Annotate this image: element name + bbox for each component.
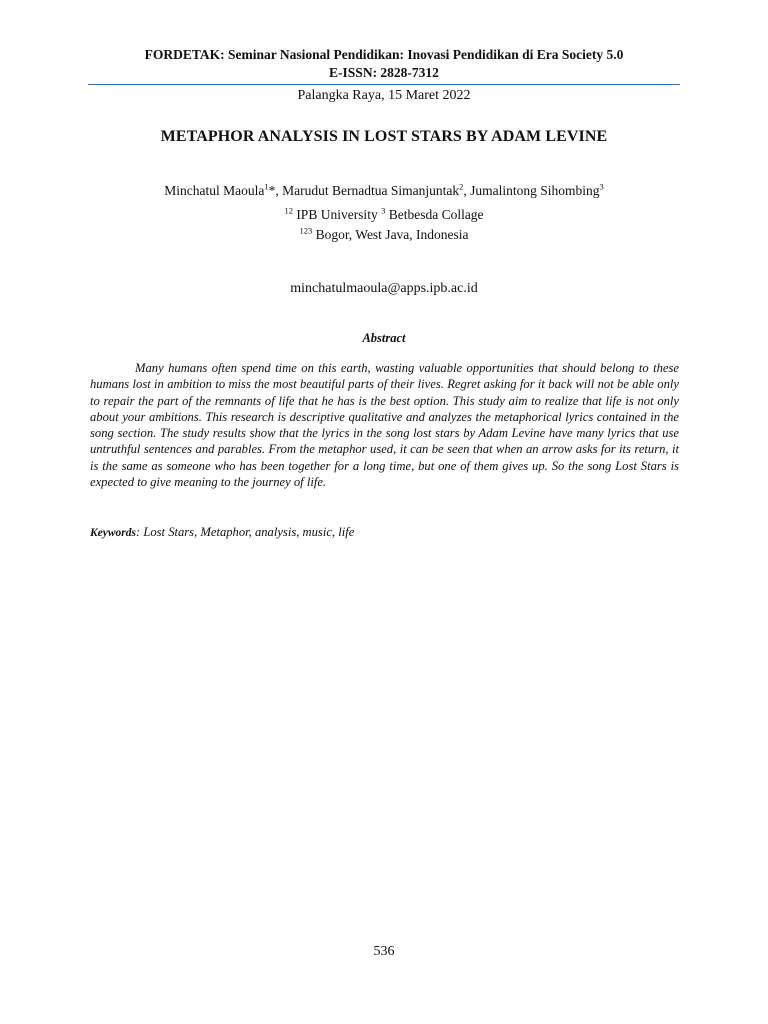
author-list	[0, 182, 768, 200]
abstract-heading: Abstract	[362, 331, 406, 345]
affiliation-location	[0, 226, 768, 244]
affil-text: Betbesda Collage	[385, 207, 484, 222]
keywords-separator: :	[136, 525, 144, 539]
header-rule	[88, 84, 680, 85]
affil-mark: 12	[284, 205, 293, 216]
author-name: Minchatul Maoula	[164, 183, 265, 198]
conference-place-date: Palangka Raya, 15 Maret 2022	[297, 88, 471, 103]
author-name: Marudut Bernadtua Simanjuntak	[282, 183, 460, 198]
keywords-line	[90, 524, 679, 541]
author-affil-mark: 1	[264, 181, 269, 192]
keywords-label: Keywords	[90, 527, 136, 539]
keywords-text: Lost Stars, Metaphor, analysis, music, life	[143, 525, 355, 539]
author-separator: *,	[268, 183, 283, 198]
affiliation-institutions	[0, 206, 768, 224]
affil-text: Bogor, West Java, Indonesia	[312, 227, 469, 242]
paper-title: METAPHOR ANALYSIS IN LOST STARS BY ADAM LEVINE	[160, 128, 608, 145]
affil-text: IPB University	[292, 207, 382, 222]
page-number: 536	[373, 944, 395, 959]
conference-eissn: E-ISSN: 2828-7312	[329, 65, 439, 80]
affil-mark: 3	[381, 205, 386, 216]
author-separator: ,	[463, 183, 471, 198]
conference-name: FORDETAK: Seminar Nasional Pendidikan: Inovasi Pendidikan di Era Society 5.0	[144, 47, 624, 62]
author-name: Jumalintong Sihombing	[470, 183, 600, 198]
abstract-body: Many humans often spend time on this earth, wasting valuable opportunities that should belong to these humans lost in ambition to miss the most beautiful parts of their lives. Regret asking for it back will not be able only to repair the part of the remnants of life that he has is the best option. This study aim to realize that life is not only about your ambitions. This research is descriptive qualitative and analyzes the metaphorical lyrics contained in the song section. The study results show that the lyrics in the song lost stars by Adam Levine have many lyrics that use untruthful sentences and parables. From the metaphor used, it can be seen that when an arrow asks for its return, it is the same as someone who has been together for a long time, but one of them gives up. So the song Lost Stars is expected to give meaning to the journey of life.	[90, 361, 679, 490]
author-email: minchatulmaoula@apps.ipb.ac.id	[290, 281, 478, 296]
affil-mark: 123	[299, 225, 313, 236]
author-affil-mark: 3	[599, 181, 604, 192]
author-affil-mark: 2	[459, 181, 464, 192]
